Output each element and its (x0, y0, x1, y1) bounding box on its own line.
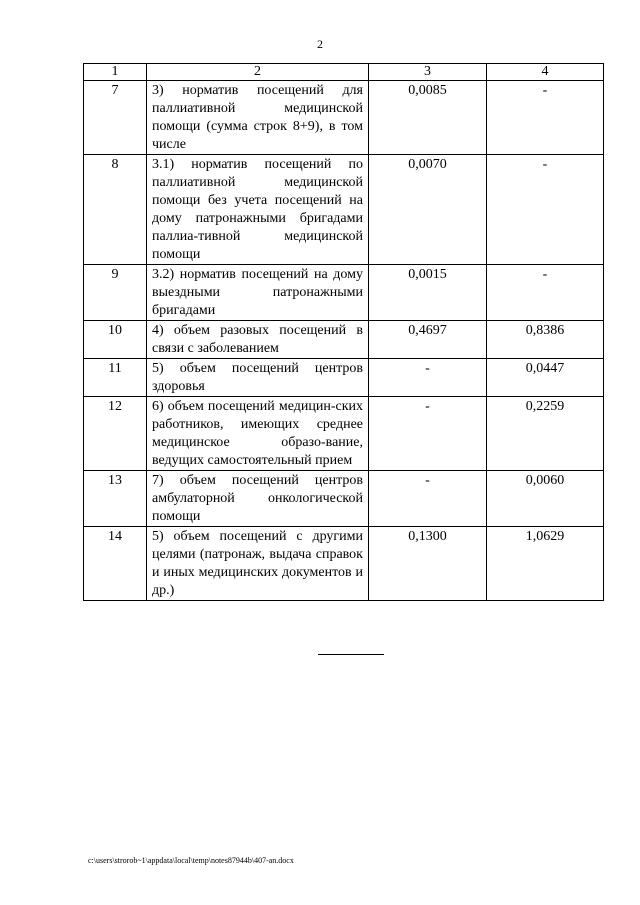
row-number: 13 (84, 471, 147, 527)
table-row (84, 155, 604, 265)
row-number: 9 (84, 265, 147, 321)
row-value-col4: - (487, 81, 604, 155)
row-description: 3.2) норматив посещений на дому выездными патронажными бригадами (147, 265, 369, 321)
table-row (84, 265, 604, 321)
row-description: 3.1) норматив посещений по паллиативной медицинской помощи без учета посещений на дому патронажными бригадами паллиа-тивной медицинской помощи (147, 155, 369, 265)
row-number: 12 (84, 397, 147, 471)
row-number: 8 (84, 155, 147, 265)
table-row (84, 359, 604, 397)
row-value-col3: 0,0085 (369, 81, 487, 155)
row-description: 3) норматив посещений для паллиативной медицинской помощи (сумма строк 8+9), в том числе (147, 81, 369, 155)
row-description: 6) объем посещений медицин-ских работников, имеющих среднее медицинское образо-вание, ведущих самостоятельный прием (147, 397, 369, 471)
row-value-col3: - (369, 471, 487, 527)
header-col-3: 3 (369, 64, 487, 81)
row-value-col3: - (369, 359, 487, 397)
table-row (84, 471, 604, 527)
table-row (84, 81, 604, 155)
header-col-1: 1 (84, 64, 147, 81)
row-value-col4: - (487, 265, 604, 321)
row-value-col4: 0,2259 (487, 397, 604, 471)
row-number: 7 (84, 81, 147, 155)
header-col-2: 2 (147, 64, 369, 81)
footer-file-path: c:\users\strorob~1\appdata\local\temp\notes87944b\407-an.docx (88, 856, 294, 865)
row-description: 5) объем посещений центров здоровья (147, 359, 369, 397)
header-col-4: 4 (487, 64, 604, 81)
table-row (84, 321, 604, 359)
table-row (84, 397, 604, 471)
row-value-col4: 0,0060 (487, 471, 604, 527)
row-description: 4) объем разовых посещений в связи с заболеванием (147, 321, 369, 359)
row-value-col3: 0,0015 (369, 265, 487, 321)
row-value-col4: 0,0447 (487, 359, 604, 397)
row-description: 7) объем посещений центров амбулаторной онкологической помощи (147, 471, 369, 527)
table-row (84, 527, 604, 601)
row-description: 5) объем посещений с другими целями (патронаж, выдача справок и иных медицинских документов и др.) (147, 527, 369, 601)
end-divider-line (318, 654, 384, 655)
row-value-col3: 0,4697 (369, 321, 487, 359)
row-value-col3: - (369, 397, 487, 471)
row-number: 11 (84, 359, 147, 397)
row-value-col3: 0,1300 (369, 527, 487, 601)
row-value-col4: 1,0629 (487, 527, 604, 601)
row-number: 14 (84, 527, 147, 601)
data-table (83, 63, 604, 601)
table-header-row (84, 64, 604, 81)
row-value-col4: 0,8386 (487, 321, 604, 359)
row-number: 10 (84, 321, 147, 359)
row-value-col4: - (487, 155, 604, 265)
page-number: 2 (317, 37, 323, 51)
row-value-col3: 0,0070 (369, 155, 487, 265)
